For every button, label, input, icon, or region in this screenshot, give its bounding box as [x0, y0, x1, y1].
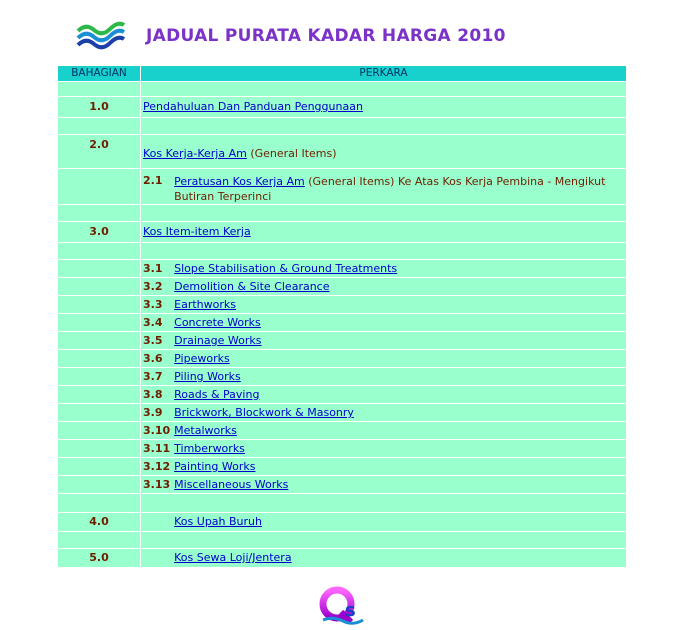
table-row [58, 350, 626, 368]
link-work-item[interactable]: Demolition & Site Clearance [174, 280, 330, 293]
subsection-number: 3.9 [140, 404, 172, 422]
page-header [76, 18, 506, 54]
link-work-item[interactable]: Concrete Works [174, 316, 261, 329]
table-row [58, 513, 626, 532]
subsection-number: 3.4 [140, 314, 172, 332]
link-work-item[interactable]: Pipeworks [174, 352, 230, 365]
table-row [58, 135, 626, 169]
link-kos-kerja-am[interactable]: Kos Kerja-Kerja Am [143, 147, 247, 160]
subsection-number: 3.6 [140, 350, 172, 368]
qs-logo-icon [319, 586, 365, 626]
table-row [58, 458, 626, 476]
page-title: JADUAL PURATA KADAR HARGA 2010 [146, 26, 506, 46]
table-row [58, 422, 626, 440]
table-row [58, 97, 626, 118]
table-header-row [58, 66, 626, 82]
link-work-item[interactable]: Timberworks [174, 442, 245, 455]
table-row [58, 82, 626, 97]
link-kos-sewa-loji-jentera[interactable]: Kos Sewa Loji/Jentera [174, 551, 292, 564]
table-row [58, 222, 626, 243]
table-row [58, 205, 626, 222]
link-work-item[interactable]: Roads & Paving [174, 388, 260, 401]
general-items-note: (General Items) [246, 147, 337, 160]
subsection-number: 3.10 [140, 422, 172, 440]
subsection-number: 3.8 [140, 386, 172, 404]
link-kos-upah-buruh[interactable]: Kos Upah Buruh [174, 515, 262, 528]
subsection-number: 2.1 [140, 169, 172, 205]
column-header-bahagian: BAHAGIAN [58, 66, 140, 82]
subsection-number: 3.1 [140, 260, 172, 278]
link-peratusan-kos-kerja-am[interactable]: Peratusan Kos Kerja Am [174, 175, 305, 188]
link-work-item[interactable]: Metalworks [174, 424, 237, 437]
table-row [58, 314, 626, 332]
table-row [58, 296, 626, 314]
link-work-item[interactable]: Drainage Works [174, 334, 262, 347]
subsection-number: 3.3 [140, 296, 172, 314]
table-row [58, 368, 626, 386]
section-number: 3.0 [58, 222, 140, 243]
subsection-number: 3.11 [140, 440, 172, 458]
table-row [58, 476, 626, 494]
link-work-item[interactable]: Piling Works [174, 370, 241, 383]
link-work-item[interactable]: Brickwork, Blockwork & Masonry [174, 406, 354, 419]
subsection-number: 3.5 [140, 332, 172, 350]
section-number: 5.0 [58, 549, 140, 568]
link-work-item[interactable]: Slope Stabilisation & Ground Treatments [174, 262, 398, 275]
table-row [58, 260, 626, 278]
table-row [58, 169, 626, 205]
svg-text:s: s [345, 600, 356, 621]
subsection-number: 3.7 [140, 368, 172, 386]
link-kos-item-item-kerja[interactable]: Kos Item-item Kerja [143, 225, 251, 238]
section-number: 4.0 [58, 513, 140, 532]
table-row [58, 404, 626, 422]
link-work-item[interactable]: Miscellaneous Works [174, 478, 289, 491]
table-row [58, 278, 626, 296]
table-row [58, 440, 626, 458]
table-row [58, 386, 626, 404]
section-number: 1.0 [58, 97, 140, 118]
peratusan-description: (General Items) Ke Atas Kos Kerja Pembina - Mengikut Butiran Terperinci [174, 175, 606, 203]
waves-logo-icon [76, 21, 126, 51]
subsection-number: 3.12 [140, 458, 172, 476]
link-pendahuluan[interactable]: Pendahuluan Dan Panduan Penggunaan [143, 100, 363, 113]
link-work-item[interactable]: Painting Works [174, 460, 256, 473]
table-row [58, 243, 626, 260]
link-work-item[interactable]: Earthworks [174, 298, 236, 311]
table-row [58, 549, 626, 568]
column-header-perkara: PERKARA [140, 66, 626, 82]
table-row [58, 532, 626, 549]
subsection-number: 3.2 [140, 278, 172, 296]
price-table [58, 66, 626, 568]
table-row [58, 118, 626, 135]
table-row [58, 494, 626, 513]
table-row [58, 332, 626, 350]
subsection-number: 3.13 [140, 476, 172, 494]
section-number: 2.0 [58, 135, 140, 169]
